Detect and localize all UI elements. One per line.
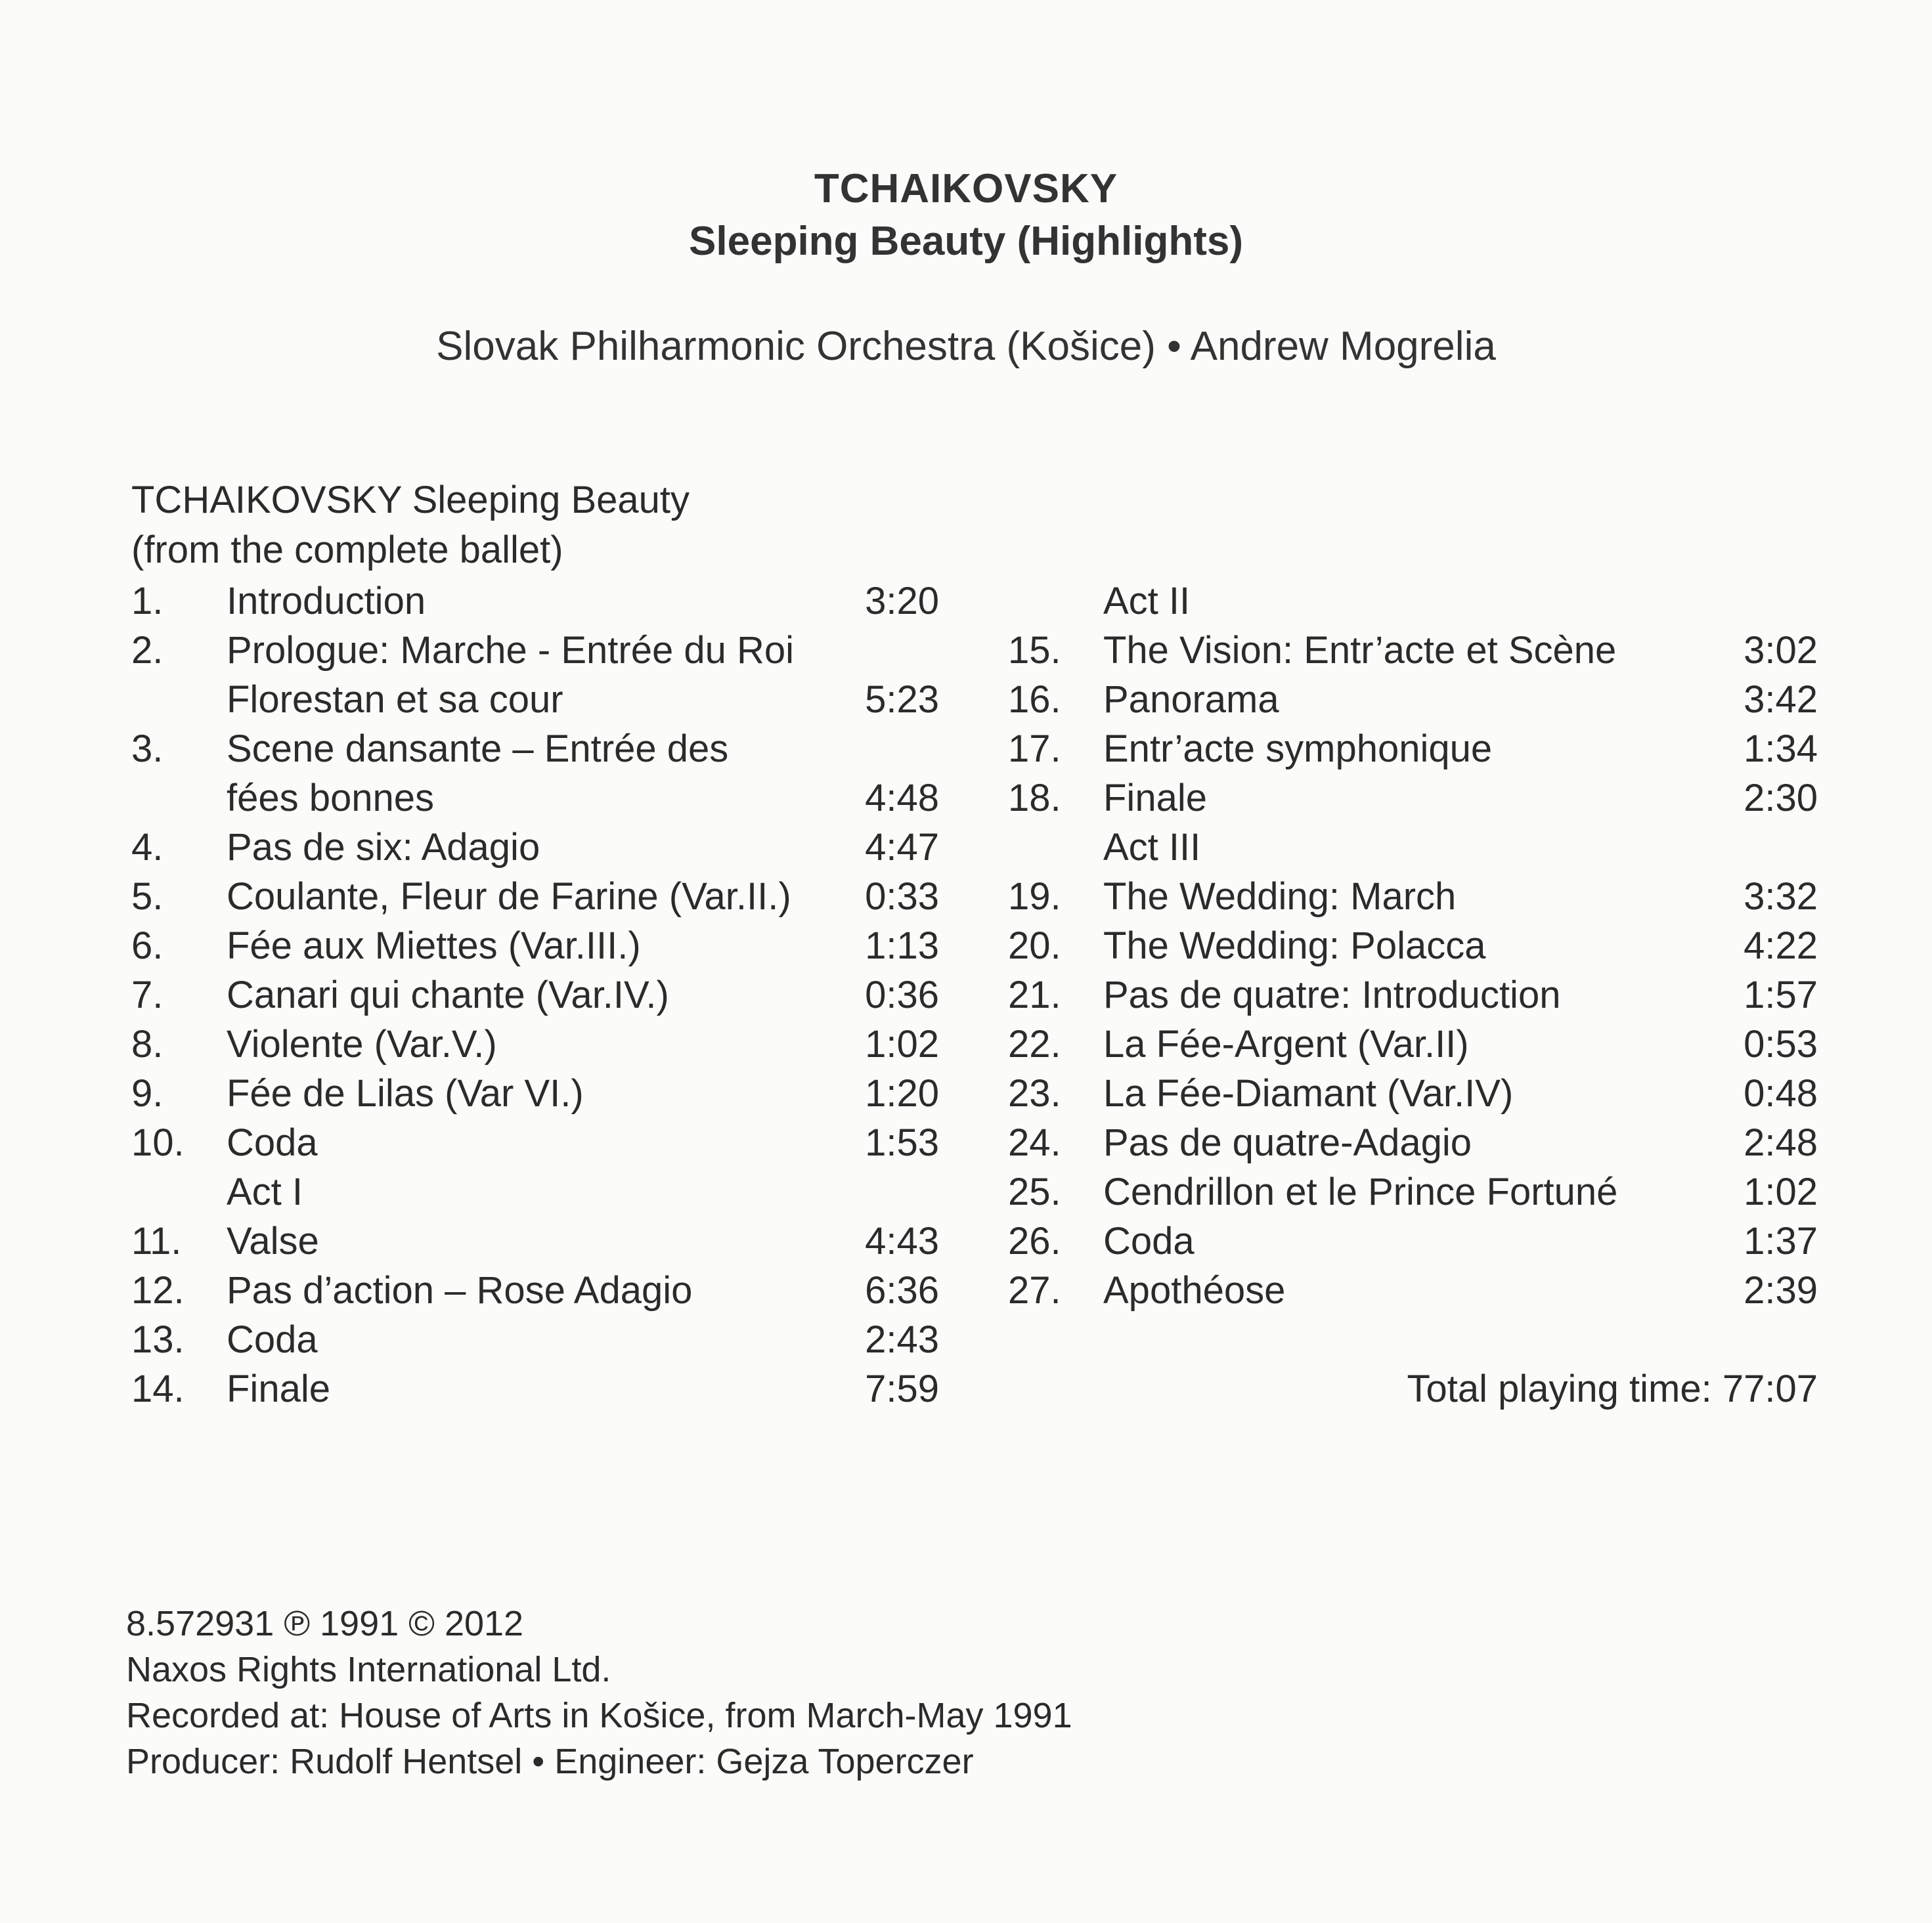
program-intro: [131, 475, 690, 575]
track-title: Act II: [1103, 580, 1191, 622]
track-duration: 7:59: [865, 1368, 939, 1410]
track-title: Finale: [227, 1368, 330, 1410]
track-title: Coda: [1103, 1220, 1195, 1263]
track-title: La Fée-Argent (Var.II): [1103, 1023, 1469, 1066]
track-title: Violente (Var.V.): [227, 1023, 497, 1066]
track-duration: 1:37: [1744, 1220, 1818, 1263]
track-row: [131, 773, 939, 823]
track-row: [131, 1020, 939, 1069]
track-row: [131, 576, 939, 626]
track-duration: 1:57: [1744, 974, 1818, 1016]
program-intro-line2: (from the complete ballet): [131, 529, 563, 571]
track-duration: 1:02: [1744, 1171, 1818, 1213]
track-title: Pas d’action – Rose Adagio: [227, 1269, 693, 1312]
track-row: [131, 1167, 939, 1217]
track-row: [1008, 1020, 1818, 1069]
track-row: [131, 1118, 939, 1167]
track-row: [1008, 626, 1818, 675]
track-number: 10.: [131, 1121, 185, 1164]
track-number: 17.: [1008, 727, 1061, 770]
track-number: 22.: [1008, 1023, 1061, 1066]
track-row: [1008, 1167, 1818, 1217]
track-title: The Wedding: March: [1103, 875, 1457, 918]
track-title: Coda: [227, 1318, 318, 1361]
track-row: [131, 1364, 939, 1414]
track-duration: 3:20: [865, 580, 939, 622]
track-number: 6.: [131, 924, 164, 967]
track-number: 9.: [131, 1072, 164, 1115]
track-duration: 4:22: [1744, 924, 1818, 967]
track-row: [131, 675, 939, 724]
track-row: [1008, 1069, 1818, 1118]
track-duration: 2:48: [1744, 1121, 1818, 1164]
track-number: 2.: [131, 629, 164, 672]
track-row: [131, 1217, 939, 1266]
track-row: [131, 921, 939, 970]
track-number: 16.: [1008, 678, 1061, 721]
performers-line: Slovak Philharmonic Orchestra (Košice) • Andrew Mogrelia: [436, 324, 1496, 369]
track-title: Introduction: [227, 580, 426, 622]
track-number: 25.: [1008, 1171, 1061, 1213]
rights-line: Naxos Rights International Ltd.: [126, 1650, 611, 1689]
track-number: 14.: [131, 1368, 185, 1410]
track-duration: 4:47: [865, 826, 939, 869]
track-title: Florestan et sa cour: [227, 678, 563, 721]
track-row: [131, 823, 939, 872]
total-playing-time: Total playing time: 77:07: [1407, 1368, 1818, 1410]
track-row: [1008, 675, 1818, 724]
track-number: 20.: [1008, 924, 1061, 967]
track-duration: 0:36: [865, 974, 939, 1016]
track-number: 21.: [1008, 974, 1061, 1016]
track-title: Prologue: Marche - Entrée du Roi: [227, 629, 794, 672]
track-row: [1008, 872, 1818, 921]
track-title: The Wedding: Polacca: [1103, 924, 1486, 967]
track-row: [131, 626, 939, 675]
track-number: 1.: [131, 580, 164, 622]
track-row: [1008, 724, 1818, 773]
track-duration: 2:39: [1744, 1269, 1818, 1312]
track-duration: 1:53: [865, 1121, 939, 1164]
track-row: [131, 1069, 939, 1118]
track-duration: 2:30: [1744, 777, 1818, 819]
track-number: 13.: [131, 1318, 185, 1361]
track-title: Scene dansante – Entrée des: [227, 727, 729, 770]
track-duration: 3:42: [1744, 678, 1818, 721]
track-duration: 1:02: [865, 1023, 939, 1066]
track-row: [131, 1315, 939, 1364]
track-duration: 4:48: [865, 777, 939, 819]
track-title: Act III: [1103, 826, 1201, 869]
tracklist-left-column: [131, 576, 939, 1414]
track-number: 12.: [131, 1269, 185, 1312]
tracklist-right-column: [1008, 576, 1818, 1315]
track-duration: 0:53: [1744, 1023, 1818, 1066]
track-number: 7.: [131, 974, 164, 1016]
track-number: 24.: [1008, 1121, 1061, 1164]
track-title: Panorama: [1103, 678, 1279, 721]
track-number: 18.: [1008, 777, 1061, 819]
track-row: [1008, 576, 1818, 626]
track-duration: 1:34: [1744, 727, 1818, 770]
track-title: Pas de quatre: Introduction: [1103, 974, 1561, 1016]
track-title: Apothéose: [1103, 1269, 1286, 1312]
track-title: Fée de Lilas (Var VI.): [227, 1072, 584, 1115]
track-row: [131, 872, 939, 921]
track-number: 26.: [1008, 1220, 1061, 1263]
track-title: La Fée-Diamant (Var.IV): [1103, 1072, 1514, 1115]
track-title: The Vision: Entr’acte et Scène: [1103, 629, 1617, 672]
track-row: [1008, 970, 1818, 1020]
track-number: 15.: [1008, 629, 1061, 672]
track-row: [1008, 773, 1818, 823]
program-intro-line1: TCHAIKOVSKY Sleeping Beauty: [131, 479, 690, 521]
track-duration: 2:43: [865, 1318, 939, 1361]
track-title: Act I: [227, 1171, 303, 1213]
track-title: Pas de six: Adagio: [227, 826, 540, 869]
track-title: Fée aux Miettes (Var.III.): [227, 924, 641, 967]
track-duration: 6:36: [865, 1269, 939, 1312]
track-row: [131, 1266, 939, 1315]
track-title: Pas de quatre-Adagio: [1103, 1121, 1472, 1164]
track-number: 3.: [131, 727, 164, 770]
track-title: fées bonnes: [227, 777, 435, 819]
track-number: 11.: [131, 1220, 182, 1263]
track-title: Entr’acte symphonique: [1103, 727, 1493, 770]
track-number: 4.: [131, 826, 164, 869]
header: [0, 163, 1932, 373]
track-duration: 4:43: [865, 1220, 939, 1263]
track-number: 27.: [1008, 1269, 1061, 1312]
track-duration: 0:48: [1744, 1072, 1818, 1115]
track-row: [1008, 1118, 1818, 1167]
track-row: [1008, 823, 1818, 872]
track-title: Canari qui chante (Var.IV.): [227, 974, 669, 1016]
track-duration: 3:32: [1744, 875, 1818, 918]
track-duration: 0:33: [865, 875, 939, 918]
catalogue-line: 8.572931 ℗ 1991 © 2012: [126, 1604, 524, 1643]
track-row: [131, 970, 939, 1020]
track-title: Cendrillon et le Prince Fortuné: [1103, 1171, 1618, 1213]
track-duration: 1:13: [865, 924, 939, 967]
track-row: [1008, 921, 1818, 970]
track-duration: 1:20: [865, 1072, 939, 1115]
track-duration: 5:23: [865, 678, 939, 721]
track-row: [1008, 1266, 1818, 1315]
track-number: 19.: [1008, 875, 1061, 918]
recording-line: Recorded at: House of Arts in Košice, from March-May 1991: [126, 1696, 1072, 1735]
track-title: Coulante, Fleur de Farine (Var.II.): [227, 875, 791, 918]
credits-footer: [126, 1601, 1072, 1784]
track-row: [1008, 1217, 1818, 1266]
track-row: [131, 724, 939, 773]
track-title: Valse: [227, 1220, 319, 1263]
track-number: 23.: [1008, 1072, 1061, 1115]
track-title: Finale: [1103, 777, 1207, 819]
track-number: 8.: [131, 1023, 164, 1066]
track-duration: 3:02: [1744, 629, 1818, 672]
producer-line: Producer: Rudolf Hentsel • Engineer: Gejza Toperczer: [126, 1742, 974, 1781]
track-title: Coda: [227, 1121, 318, 1164]
work-title: Sleeping Beauty (Highlights): [689, 219, 1243, 264]
composer-title: TCHAIKOVSKY: [814, 166, 1118, 211]
track-number: 5.: [131, 875, 164, 918]
